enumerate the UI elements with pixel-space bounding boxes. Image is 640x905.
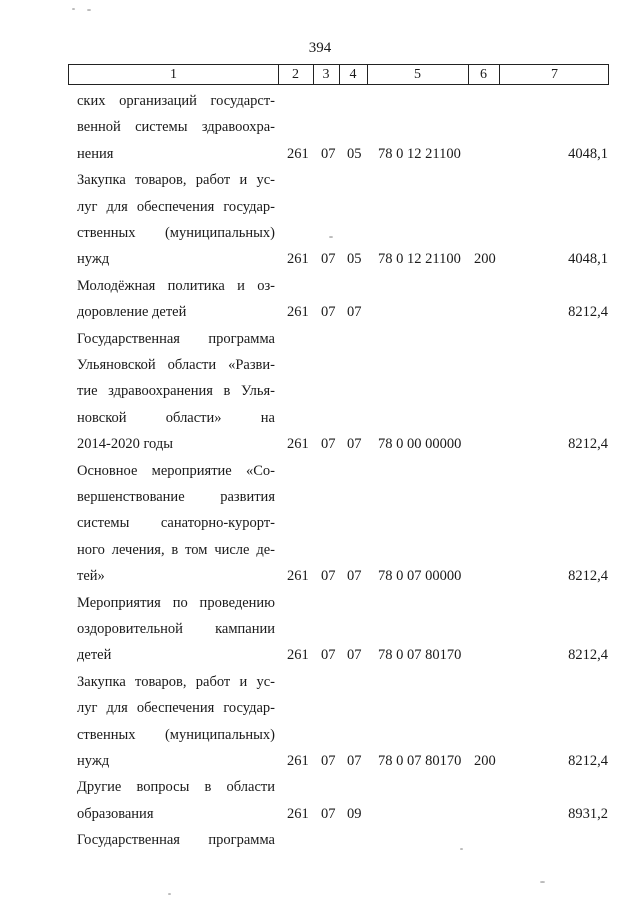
cell-col-4: 07 <box>347 753 362 769</box>
cell-col-3: 07 <box>321 251 336 268</box>
header-col-7: 7 <box>551 67 558 82</box>
row-description-line: нужд <box>77 753 110 769</box>
row-description-line: Закупка товаров, работ и ус- <box>77 673 275 690</box>
cell-col-3: 07 <box>321 568 336 585</box>
row-description-line: Мероприятия по проведению <box>77 594 275 611</box>
row-description-line: образования <box>77 805 154 822</box>
cell-col-4: 05 <box>347 251 362 268</box>
cell-col-3: 07 <box>321 805 336 822</box>
row-description-line: Ульяновской области «Разви- <box>77 357 275 373</box>
cell-col-7: 8212,4 <box>568 753 608 769</box>
header-col-2: 2 <box>292 67 299 82</box>
scan-speck <box>329 236 333 238</box>
row-description-line: ственных (муниципальных) <box>77 726 275 743</box>
scan-speck <box>460 848 463 850</box>
cell-col-4: 09 <box>347 805 362 822</box>
row-description-line: нения <box>77 145 114 162</box>
row-description-line: доровление детей <box>77 304 187 321</box>
header-col-5: 5 <box>414 67 421 82</box>
cell-col-2: 261 <box>287 251 309 268</box>
cell-col-3: 07 <box>321 304 336 321</box>
row-description-line: системы санаторно-курорт- <box>77 515 275 532</box>
row-description-line: Основное мероприятие «Со- <box>77 462 275 479</box>
cell-col-2: 261 <box>287 145 309 162</box>
row-description-line: оздоровительной кампании <box>77 621 275 637</box>
cell-col-5: 78 0 07 80170 <box>378 753 462 769</box>
cell-col-2: 261 <box>287 753 309 769</box>
scan-speck <box>72 8 75 10</box>
cell-col-4: 07 <box>347 647 362 664</box>
page-number: 394 <box>308 40 332 56</box>
row-description-line: нужд <box>77 251 110 268</box>
cell-col-7: 8212,4 <box>568 647 608 664</box>
row-description-line: Другие вопросы в области <box>77 779 275 796</box>
cell-col-2: 261 <box>287 436 309 453</box>
cell-col-5: 78 0 12 21100 <box>378 251 461 268</box>
row-description-line: луг для обеспечения государ- <box>77 198 275 215</box>
scan-speck <box>87 9 91 11</box>
row-description-line: Государственная программа <box>77 832 275 849</box>
row-description-line: новской области» на <box>77 409 275 426</box>
cell-col-5: 78 0 07 80170 <box>378 647 462 664</box>
cell-col-4: 05 <box>347 145 362 162</box>
cell-col-7: 8212,4 <box>568 436 608 453</box>
row-description-line: Государственная программа <box>77 330 275 347</box>
cell-col-3: 07 <box>321 436 336 453</box>
cell-col-6: 200 <box>474 251 496 268</box>
cell-col-4: 07 <box>347 568 362 585</box>
cell-col-5: 78 0 12 21100 <box>378 145 461 162</box>
header-col-3: 3 <box>322 67 330 82</box>
cell-col-2: 261 <box>287 647 309 664</box>
cell-col-2: 261 <box>287 568 309 585</box>
cell-col-7: 8931,2 <box>568 805 608 822</box>
cell-col-3: 07 <box>321 753 336 769</box>
row-description-line: детей <box>77 647 112 664</box>
cell-col-7: 8212,4 <box>568 568 608 585</box>
row-description-line: ного лечения, в том числе де- <box>77 541 275 558</box>
cell-col-6: 200 <box>474 753 496 769</box>
cell-col-7: 4048,1 <box>568 145 608 162</box>
table-header <box>68 64 609 85</box>
header-col-4: 4 <box>349 67 357 82</box>
row-description-line: луг для обеспечения государ- <box>77 700 275 717</box>
scan-speck <box>168 893 171 895</box>
cell-col-5: 78 0 07 00000 <box>378 568 462 585</box>
cell-col-3: 07 <box>321 647 336 664</box>
row-description-line: 2014-2020 годы <box>77 436 173 453</box>
row-description-line: тие здравоохранения в Улья- <box>77 383 275 400</box>
cell-col-5: 78 0 00 00000 <box>378 436 462 453</box>
scan-speck <box>540 881 545 883</box>
header-col-6: 6 <box>480 67 487 82</box>
cell-col-7: 4048,1 <box>568 251 608 268</box>
cell-col-4: 07 <box>347 436 362 453</box>
row-description-line: тей» <box>77 568 105 585</box>
row-description-line: венной системы здравоохра- <box>77 119 275 136</box>
header-col-1: 1 <box>170 67 177 82</box>
cell-col-2: 261 <box>287 805 309 822</box>
cell-col-7: 8212,4 <box>568 304 608 321</box>
row-description-line: вершенствование развития <box>77 489 275 505</box>
row-description-line: Закупка товаров, работ и ус- <box>77 172 275 189</box>
row-description-line: ских организаций государст- <box>77 93 275 109</box>
cell-col-3: 07 <box>321 145 336 162</box>
cell-col-4: 07 <box>347 304 362 321</box>
row-description-line: Молодёжная политика и оз- <box>77 277 275 294</box>
cell-col-2: 261 <box>287 304 309 321</box>
row-description-line: ственных (муниципальных) <box>77 225 275 241</box>
